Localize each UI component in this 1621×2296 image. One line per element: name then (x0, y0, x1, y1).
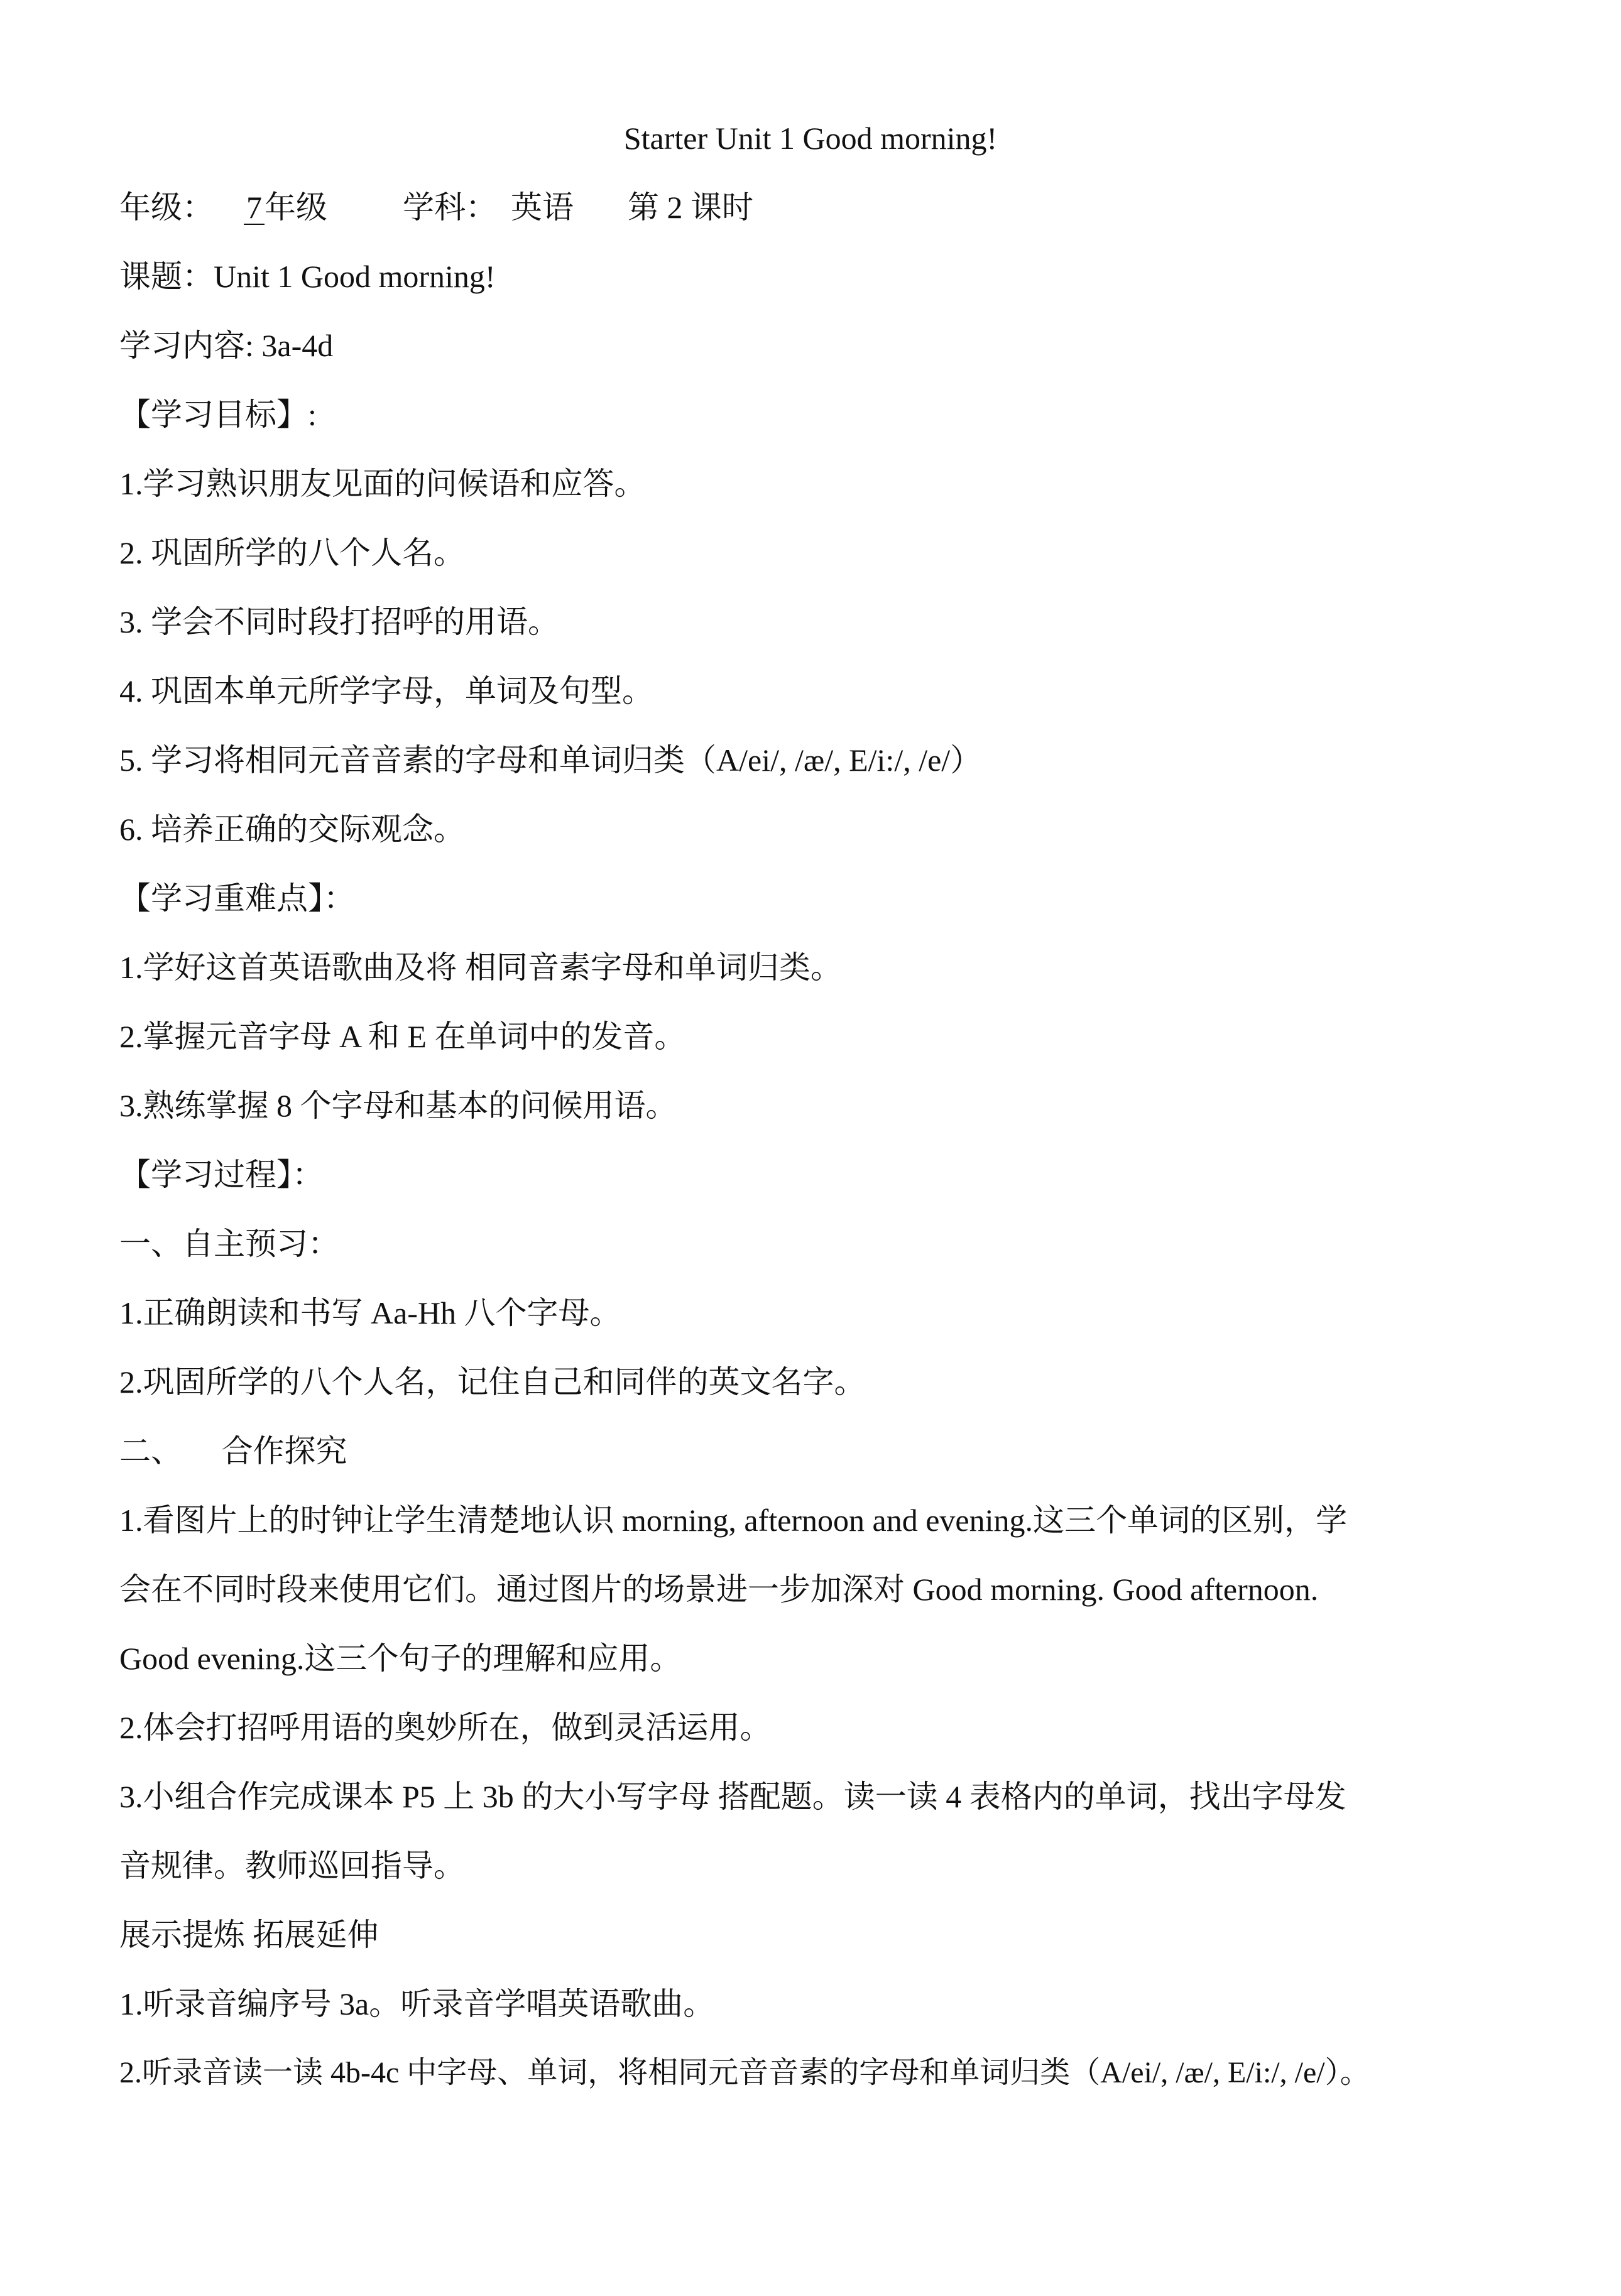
lesson-topic: 课题：Unit 1 Good morning! (119, 259, 496, 294)
subsection-heading-cooperation: 二、 合作探究 (119, 1434, 347, 1469)
section-heading-objectives: 【学习目标】: (119, 397, 317, 432)
cooperation-item-line: 1.看图片上的时钟让学生清楚地认识 morning, afternoon and evening.这三个单词的区别，学 (119, 1503, 1347, 1538)
preview-item: 1.正确朗读和书写 Aa-Hh 八个字母。 (119, 1295, 621, 1330)
lesson-period: 第 2 课时 (628, 190, 753, 225)
objective-item: 3. 学会不同时段打招呼的用语。 (119, 604, 559, 639)
preview-item: 2.巩固所学的八个人名，记住自己和同伴的英文名字。 (119, 1364, 866, 1400)
objective-item: 4. 巩固本单元所学字母，单词及句型。 (119, 673, 653, 709)
document-title: Starter Unit 1 Good morning! (623, 121, 998, 156)
presentation-item: 1.听录音编序号 3a。听录音学唱英语歌曲。 (119, 1986, 715, 2021)
cooperation-item-line: Good evening.这三个句子的理解和应用。 (119, 1641, 682, 1676)
objective-item: 6. 培养正确的交际观念。 (119, 812, 465, 847)
key-point-item: 1.学好这首英语歌曲及将 相同音素字母和单词归类。 (119, 950, 842, 985)
cooperation-item-line: 会在不同时段来使用它们。通过图片的场景进一步加深对 Good morning. Good afternoon. (119, 1572, 1319, 1607)
grade-unit: 年级 (265, 190, 327, 225)
subsection-heading-preview: 一、自主预习： (119, 1226, 339, 1261)
section-heading-process: 【学习过程】： (119, 1157, 324, 1192)
presentation-item: 2.听录音读一读 4b-4c 中字母、单词，将相同元音音素的字母和单词归类（A/ei/, /æ/, E/i:/, /e/）。 (119, 2056, 1370, 2089)
cooperation-item-line: 音规律。教师巡回指导。 (119, 1848, 465, 1883)
subject-value: 英语 (511, 190, 574, 225)
cooperation-item: 2.体会打招呼用语的奥妙所在，做到灵活运用。 (119, 1710, 772, 1745)
lesson-meta-row (119, 188, 753, 226)
subject-label: 学科： (403, 190, 497, 225)
section-heading-key-points: 【学习重难点】： (119, 881, 355, 916)
learning-content: 学习内容: 3a-4d (119, 328, 334, 363)
grade-label: 年级： (119, 190, 214, 225)
cooperation-item-line: 3.小组合作完成课本 P5 上 3b 的大小写字母 搭配题。读一读 4 表格内的单词，找出字母发 (119, 1779, 1346, 1814)
key-point-item: 2.掌握元音字母 A 和 E 在单词中的发音。 (119, 1019, 686, 1054)
objective-item: 2. 巩固所学的八个人名。 (119, 535, 465, 570)
objective-item: 5. 学习将相同元音音素的字母和单词归类（A/ei/, /æ/, E/i:/, /e/） (119, 743, 982, 778)
subsection-heading-presentation: 展示提炼 拓展延伸 (119, 1917, 379, 1952)
grade-value: 7 (244, 191, 265, 225)
key-point-item: 3.熟练掌握 8 个字母和基本的问候用语。 (119, 1088, 677, 1123)
objective-item: 1.学习熟识朋友见面的问候语和应答。 (119, 466, 646, 501)
